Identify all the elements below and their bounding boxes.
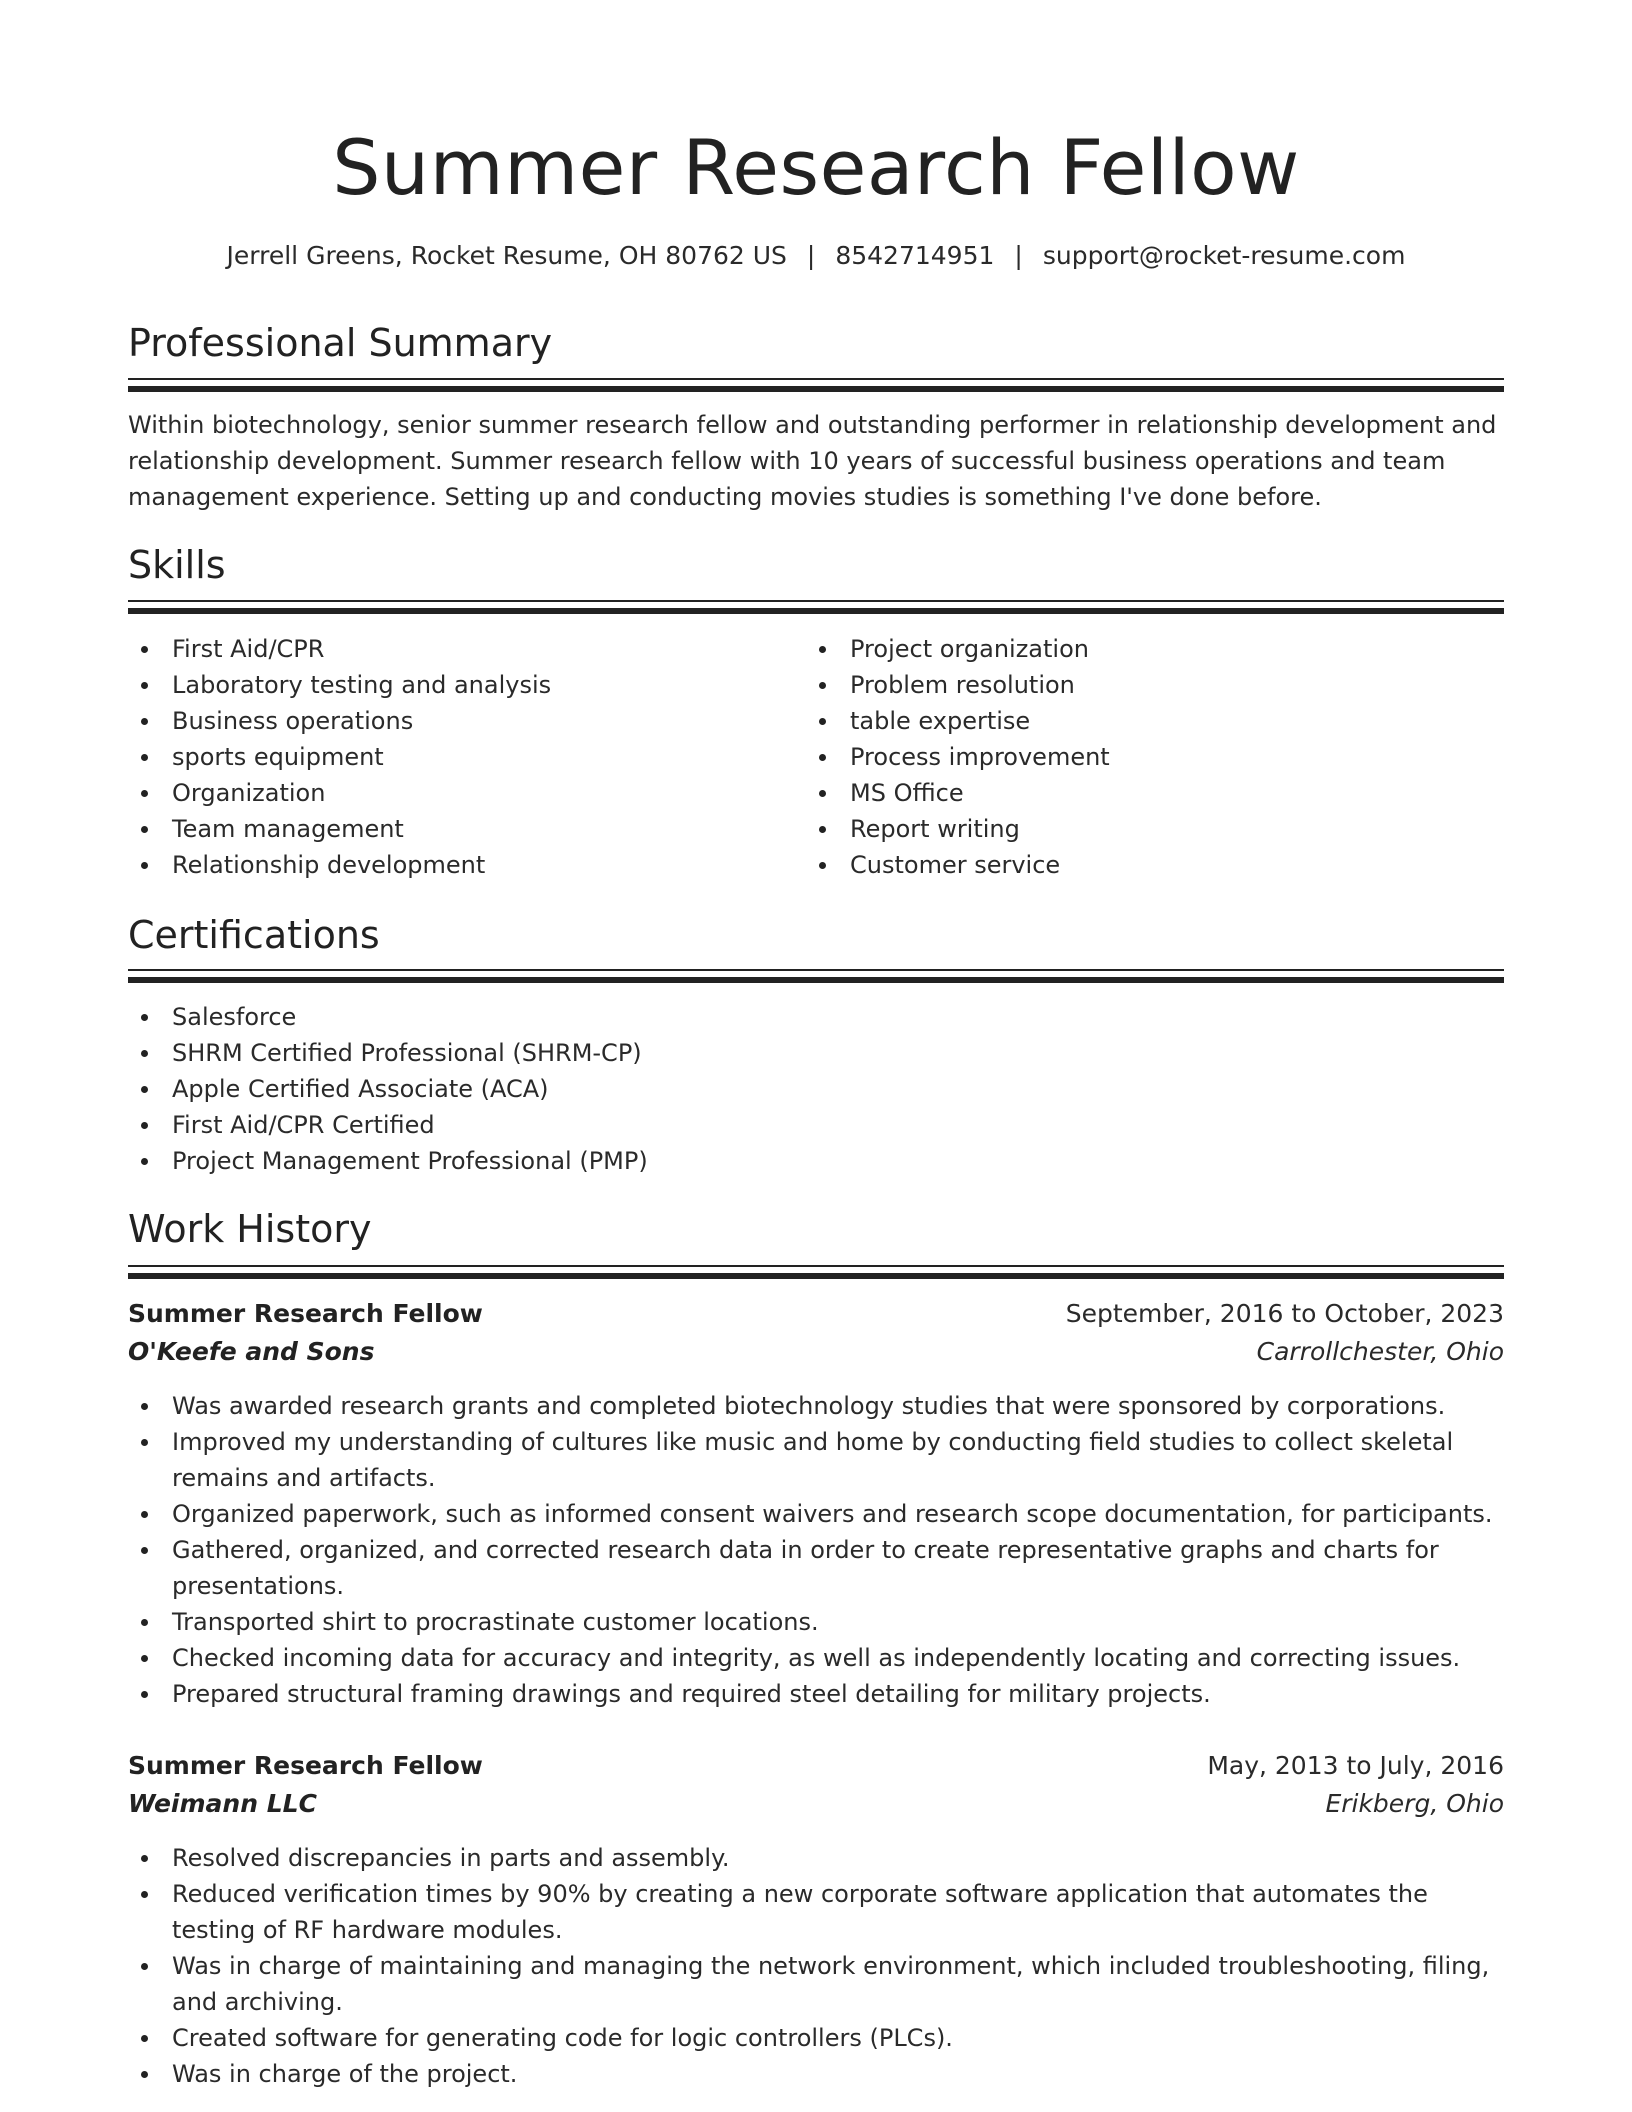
skills-list-right	[806, 631, 1496, 883]
section-title-skills: Skills	[128, 543, 226, 587]
job-bullet: Checked incoming data for accuracy and integrity, as well as independently locating and correcting issues.	[128, 1640, 1504, 1676]
job-bullet: Improved my understanding of cultures like music and home by conducting field studies to collect skeletal remains and artifacts.	[128, 1424, 1504, 1496]
skill-item: Team management	[128, 811, 788, 847]
skill-item: Laboratory testing and analysis	[128, 667, 788, 703]
job-location: Carrollchester, Ohio	[1256, 1337, 1504, 1366]
job-bullet: Was in charge of maintaining and managing the network environment, which included troubleshooting, filing, and archiving.	[128, 1948, 1504, 2020]
section-divider	[128, 1265, 1504, 1279]
job-bullet: Resolved discrepancies in parts and assembly.	[128, 1840, 1504, 1876]
skill-item: Report writing	[806, 811, 1496, 847]
certifications-list	[128, 999, 1504, 1179]
job-bullet: Prepared structural framing drawings and required steel detailing for military projects.	[128, 1676, 1504, 1712]
job-title: Summer Research Fellow	[128, 1751, 483, 1780]
skill-item: sports equipment	[128, 739, 788, 775]
section-title-work-history: Work History	[128, 1207, 372, 1251]
skill-item: Problem resolution	[806, 667, 1496, 703]
section-title-certifications: Certifications	[128, 913, 380, 957]
section-divider	[128, 378, 1504, 392]
skill-item: First Aid/CPR	[128, 631, 788, 667]
job-company: O'Keefe and Sons	[128, 1337, 375, 1366]
certification-item: SHRM Certified Professional (SHRM-CP)	[128, 1035, 1504, 1071]
skill-item: table expertise	[806, 703, 1496, 739]
contact-email: support@rocket-resume.com	[1042, 241, 1406, 270]
contact-phone: 8542714951	[835, 241, 995, 270]
section-title-summary: Professional Summary	[128, 321, 553, 365]
skill-item: Customer service	[806, 847, 1496, 883]
job-bullet: Gathered, organized, and corrected research data in order to create representative graphs and charts for presentations.	[128, 1532, 1504, 1604]
job-title: Summer Research Fellow	[128, 1299, 483, 1328]
certification-item: First Aid/CPR Certified	[128, 1107, 1504, 1143]
job-bullets	[128, 1840, 1504, 2092]
job-bullet: Was in charge of the project.	[128, 2056, 1504, 2092]
section-divider	[128, 600, 1504, 614]
contact-separator: |	[806, 241, 816, 270]
skills-list-left	[128, 631, 788, 883]
job-bullet: Reduced verification times by 90% by creating a new corporate software application that automates the testing of RF hardware modules.	[128, 1876, 1504, 1948]
skill-item: Business operations	[128, 703, 788, 739]
job-location: Erikberg, Ohio	[1325, 1789, 1504, 1818]
contact-line	[128, 238, 1504, 274]
skill-item: Process improvement	[806, 739, 1496, 775]
section-divider	[128, 969, 1504, 983]
contact-address: Jerrell Greens, Rocket Resume, OH 80762 US	[226, 241, 787, 270]
skill-item: Project organization	[806, 631, 1496, 667]
skill-item: Organization	[128, 775, 788, 811]
job-bullet: Organized paperwork, such as informed consent waivers and research scope documentation, for participants.	[128, 1496, 1504, 1532]
job-bullets	[128, 1388, 1504, 1712]
certification-item: Salesforce	[128, 999, 1504, 1035]
job-company: Weimann LLC	[128, 1789, 317, 1818]
skill-item: MS Office	[806, 775, 1496, 811]
job-bullet: Created software for generating code for logic controllers (PLCs).	[128, 2020, 1504, 2056]
certification-item: Project Management Professional (PMP)	[128, 1143, 1504, 1179]
resume-name: Summer Research Fellow	[332, 123, 1300, 212]
job-dates: September, 2016 to October, 2023	[1065, 1299, 1504, 1328]
job-dates: May, 2013 to July, 2016	[1207, 1751, 1504, 1780]
summary-text: Within biotechnology, senior summer research fellow and outstanding performer in relationship development and relationship development. Summer research fellow with 10 years of successful business operations and team management experience. Setting up and conducting movies studies is something I've done before.	[128, 411, 1497, 511]
skill-item: Relationship development	[128, 847, 788, 883]
job-bullet: Transported shirt to procrastinate customer locations.	[128, 1604, 1504, 1640]
certification-item: Apple Certified Associate (ACA)	[128, 1071, 1504, 1107]
contact-separator: |	[1014, 241, 1023, 270]
job-bullet: Was awarded research grants and completed biotechnology studies that were sponsored by corporations.	[128, 1388, 1504, 1424]
